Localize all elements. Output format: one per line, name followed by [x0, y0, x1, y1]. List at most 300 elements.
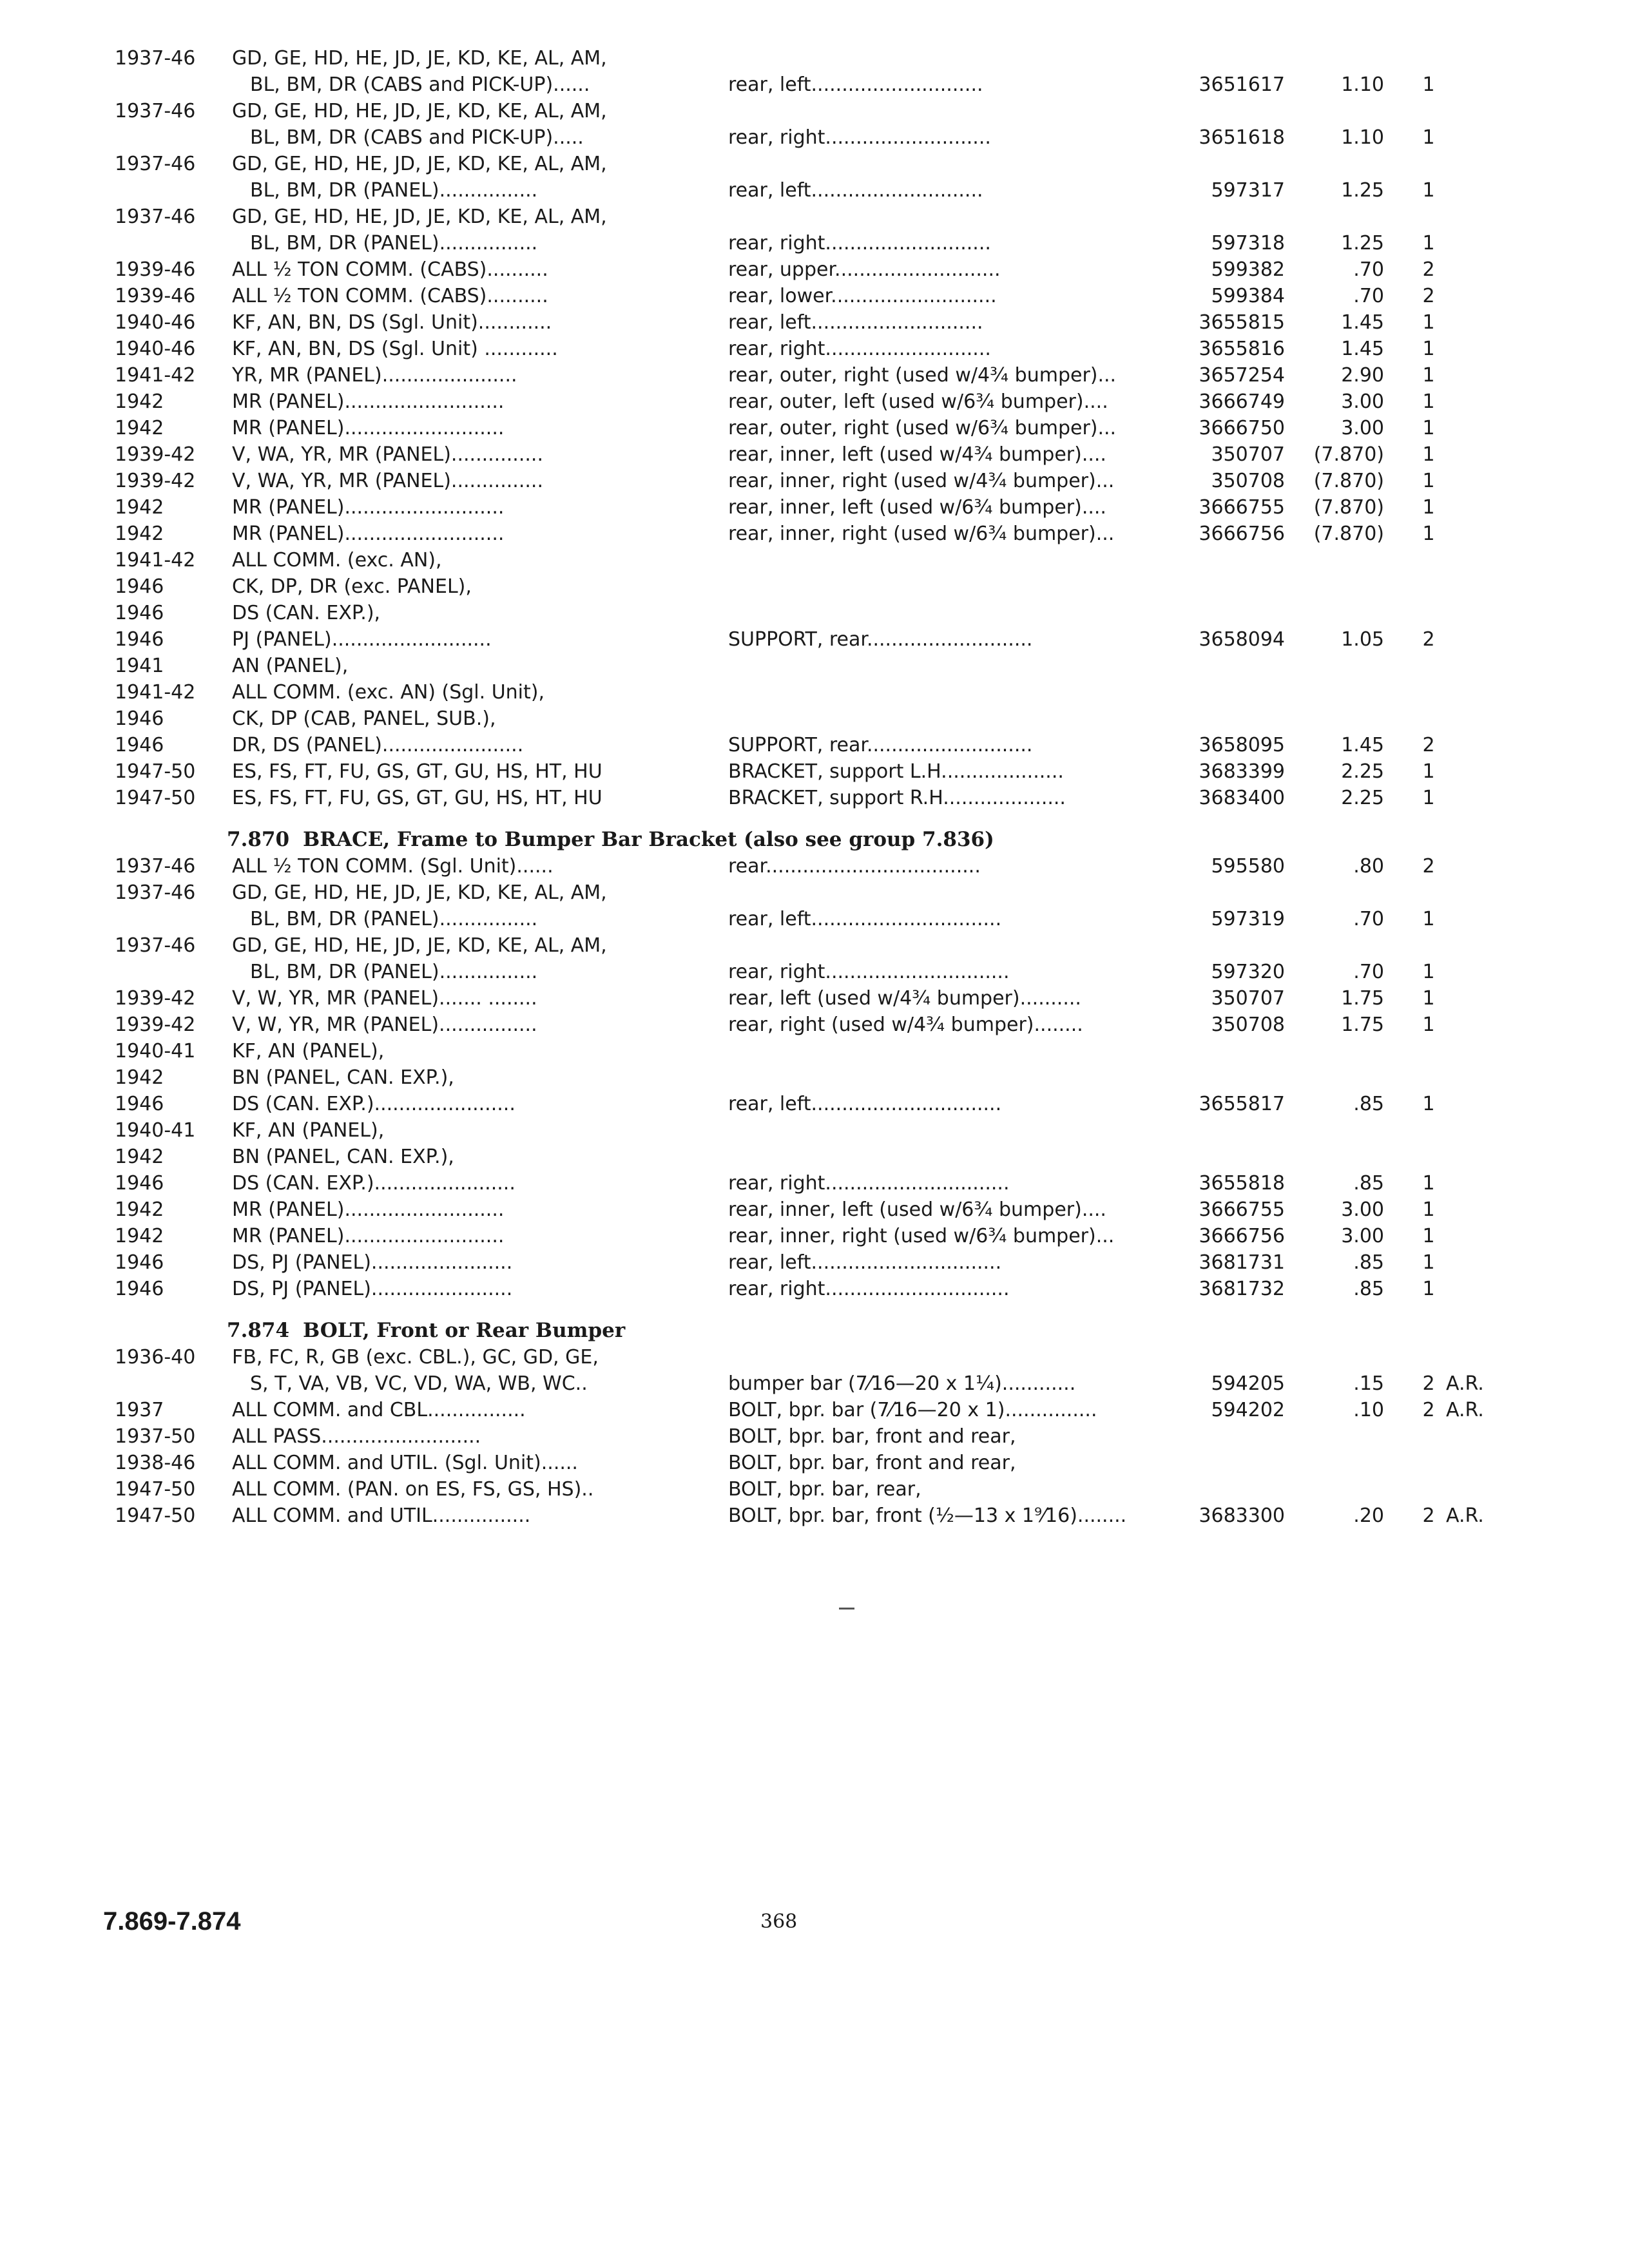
parts-row: [0, 45, 1629, 72]
model-year: 1941-42: [115, 549, 196, 572]
section-title: BRACE, Frame to Bumper Bar Bracket (also see group 7.836): [303, 828, 994, 851]
model-list: V, WA, YR, MR (PANEL)...............: [232, 470, 543, 492]
part-description: SUPPORT, rear...........................: [728, 628, 1033, 651]
model-year: 1946: [115, 1172, 164, 1195]
model-list: V, WA, YR, MR (PANEL)...............: [232, 443, 543, 466]
part-number: 3666756: [1199, 1225, 1285, 1247]
model-list: BL, BM, DR (PANEL)................: [250, 232, 538, 255]
model-list: MR (PANEL)..........................: [232, 1198, 505, 1221]
part-number: 3655815: [1199, 311, 1285, 334]
parts-row: [0, 230, 1629, 256]
model-list: BN (PANEL, CAN. EXP.),: [232, 1146, 454, 1168]
model-list: ALL COMM. (exc. AN),: [232, 549, 442, 572]
parts-row: [0, 441, 1629, 468]
part-description: rear, inner, left (used w/6¾ bumper)....: [728, 1198, 1106, 1221]
list-price: .20: [1353, 1504, 1384, 1527]
list-price: (7.870): [1313, 496, 1384, 519]
part-description: rear, right (used w/4¾ bumper)........: [728, 1014, 1083, 1036]
part-number: 3655817: [1199, 1093, 1285, 1115]
model-list: GD, GE, HD, HE, JD, JE, KD, KE, AL, AM,: [232, 881, 607, 904]
list-price: 1.05: [1341, 628, 1384, 651]
parts-row: [0, 1276, 1629, 1302]
list-price: (7.870): [1313, 523, 1384, 545]
parts-row: [0, 362, 1629, 389]
model-year: 1947-50: [115, 760, 196, 783]
model-list: KF, AN, BN, DS (Sgl. Unit) ............: [232, 338, 558, 360]
parts-row: [0, 547, 1629, 573]
parts-row: [0, 932, 1629, 959]
quantity: 1: [1422, 760, 1435, 783]
parts-row: [0, 679, 1629, 706]
model-year: 1937-46: [115, 934, 196, 957]
model-list: PJ (PANEL)..........................: [232, 628, 492, 651]
part-description: rear, left............................: [728, 73, 983, 96]
list-price: 1.10: [1341, 126, 1384, 149]
list-price: .70: [1353, 961, 1384, 983]
parts-row: [0, 336, 1629, 362]
parts-row: [0, 1064, 1629, 1091]
model-year: 1947-50: [115, 1504, 196, 1527]
parts-row: [0, 906, 1629, 932]
quantity: 1: [1422, 908, 1435, 930]
model-list: YR, MR (PANEL)......................: [232, 364, 517, 387]
part-number: 3651618: [1199, 126, 1285, 149]
quantity: 1: [1422, 364, 1435, 387]
part-description: rear, upper...........................: [728, 258, 1001, 281]
part-number: 3683399: [1199, 760, 1285, 783]
model-year: 1942: [115, 523, 164, 545]
part-description: rear, inner, right (used w/6¾ bumper)...: [728, 523, 1115, 545]
quantity: 1: [1422, 417, 1435, 439]
list-price: 3.00: [1341, 417, 1384, 439]
model-year: 1946: [115, 628, 164, 651]
model-year: 1946: [115, 602, 164, 624]
parts-row: [0, 1249, 1629, 1276]
quantity: 1: [1422, 311, 1435, 334]
model-year: 1939-46: [115, 258, 196, 281]
part-number: 594205: [1211, 1372, 1285, 1395]
part-description: rear, right...........................: [728, 232, 991, 255]
quantity: 1: [1422, 1225, 1435, 1247]
parts-row: [0, 1450, 1629, 1476]
quantity: 2: [1422, 734, 1435, 756]
model-year: 1947-50: [115, 787, 196, 809]
list-price: 1.45: [1341, 338, 1384, 360]
as-required: A.R.: [1446, 1399, 1484, 1421]
model-list: ALL COMM. (exc. AN) (Sgl. Unit),: [232, 681, 545, 704]
model-list: ES, FS, FT, FU, GS, GT, GU, HS, HT, HU: [232, 760, 602, 783]
model-list: GD, GE, HD, HE, JD, JE, KD, KE, AL, AM,: [232, 934, 607, 957]
parts-row: [0, 626, 1629, 653]
model-list: AN (PANEL),: [232, 655, 349, 677]
list-price: (7.870): [1313, 443, 1384, 466]
quantity: 1: [1422, 496, 1435, 519]
model-year: 1946: [115, 734, 164, 756]
part-number: 597319: [1211, 908, 1285, 930]
part-number: 350707: [1211, 987, 1285, 1010]
model-year: 1937-50: [115, 1425, 196, 1448]
part-description: rear, right..............................: [728, 1278, 1010, 1300]
model-list: ALL COMM. and UTIL. (Sgl. Unit)......: [232, 1452, 578, 1474]
part-number: 3666750: [1199, 417, 1285, 439]
quantity: 1: [1422, 987, 1435, 1010]
list-price: .85: [1353, 1278, 1384, 1300]
list-price: 3.00: [1341, 1198, 1384, 1221]
list-price: .85: [1353, 1172, 1384, 1195]
part-description: BRACKET, support L.H....................: [728, 760, 1064, 783]
model-list: ALL ½ TON COMM. (Sgl. Unit)......: [232, 855, 554, 878]
model-list: DS (CAN. EXP.).......................: [232, 1093, 516, 1115]
quantity: 2: [1422, 628, 1435, 651]
quantity: 1: [1422, 73, 1435, 96]
model-year: 1937-46: [115, 206, 196, 228]
part-description: rear, inner, left (used w/6¾ bumper)....: [728, 496, 1106, 519]
catalog-section: [0, 1318, 1629, 1529]
model-list: ALL COMM. (PAN. on ES, FS, GS, HS)..: [232, 1478, 594, 1501]
list-price: 1.25: [1341, 232, 1384, 255]
part-description: rear, left (used w/4¾ bumper)..........: [728, 987, 1081, 1010]
model-list: KF, AN (PANEL),: [232, 1040, 385, 1062]
parts-row: [0, 468, 1629, 494]
part-description: BOLT, bpr. bar, rear,: [728, 1478, 921, 1501]
model-list: CK, DP, DR (exc. PANEL),: [232, 575, 472, 598]
part-number: 597318: [1211, 232, 1285, 255]
parts-row: [0, 1423, 1629, 1450]
section-number: 7.874: [227, 1319, 290, 1342]
list-price: 1.25: [1341, 179, 1384, 202]
model-list: CK, DP (CAB, PANEL, SUB.),: [232, 707, 496, 730]
model-year: 1940-41: [115, 1040, 196, 1062]
model-list: BL, BM, DR (PANEL)................: [250, 179, 538, 202]
catalog-section: [0, 45, 1629, 811]
quantity: 1: [1422, 443, 1435, 466]
model-list: DS, PJ (PANEL).......................: [232, 1278, 513, 1300]
parts-row: [0, 521, 1629, 547]
part-number: 597317: [1211, 179, 1285, 202]
model-year: 1946: [115, 1251, 164, 1274]
parts-row: [0, 177, 1629, 204]
quantity: 1: [1422, 1278, 1435, 1300]
parts-row: [0, 1476, 1629, 1503]
part-number: 3666756: [1199, 523, 1285, 545]
quantity: 2: [1422, 855, 1435, 878]
quantity: 2: [1422, 1372, 1435, 1395]
part-description: rear, right..............................: [728, 961, 1010, 983]
part-number: 599382: [1211, 258, 1285, 281]
list-price: 3.00: [1341, 390, 1384, 413]
model-year: 1942: [115, 417, 164, 439]
parts-row: [0, 1170, 1629, 1196]
as-required: A.R.: [1446, 1504, 1484, 1527]
scan-mark: [839, 1608, 854, 1610]
model-year: 1942: [115, 1066, 164, 1089]
parts-row: [0, 389, 1629, 415]
parts-row: [0, 309, 1629, 336]
part-number: 595580: [1211, 855, 1285, 878]
list-price: .70: [1353, 908, 1384, 930]
quantity: 1: [1422, 1198, 1435, 1221]
part-description: BOLT, bpr. bar, front and rear,: [728, 1425, 1016, 1448]
parts-row: [0, 1223, 1629, 1249]
model-year: 1946: [115, 707, 164, 730]
model-list: BL, BM, DR (CABS and PICK-UP).....: [250, 126, 584, 149]
list-price: .70: [1353, 285, 1384, 307]
section-heading: [0, 1318, 1629, 1344]
model-year: 1937-46: [115, 100, 196, 122]
model-year: 1937-46: [115, 855, 196, 878]
parts-row: [0, 785, 1629, 811]
model-list: KF, AN (PANEL),: [232, 1119, 385, 1142]
list-price: 2.25: [1341, 787, 1384, 809]
part-description: BOLT, bpr. bar (7⁄16—20 x 1)...............: [728, 1399, 1097, 1421]
part-description: rear, left...............................: [728, 1093, 1002, 1115]
quantity: 1: [1422, 390, 1435, 413]
part-description: rear, inner, right (used w/6¾ bumper)...: [728, 1225, 1115, 1247]
page-number: 368: [760, 1910, 798, 1933]
model-list: BN (PANEL, CAN. EXP.),: [232, 1066, 454, 1089]
part-description: rear, inner, right (used w/4¾ bumper)...: [728, 470, 1115, 492]
model-year: 1942: [115, 496, 164, 519]
list-price: .70: [1353, 258, 1384, 281]
model-year: 1938-46: [115, 1452, 196, 1474]
list-price: 2.90: [1341, 364, 1384, 387]
part-number: 350708: [1211, 470, 1285, 492]
quantity: 1: [1422, 1172, 1435, 1195]
parts-row: [0, 653, 1629, 679]
part-number: 3681732: [1199, 1278, 1285, 1300]
quantity: 1: [1422, 179, 1435, 202]
model-year: 1937-46: [115, 153, 196, 175]
model-list: DS (CAN. EXP.).......................: [232, 1172, 516, 1195]
model-list: GD, GE, HD, HE, JD, JE, KD, KE, AL, AM,: [232, 47, 607, 70]
quantity: 1: [1422, 470, 1435, 492]
part-description: BOLT, bpr. bar, front and rear,: [728, 1452, 1016, 1474]
model-list: DR, DS (PANEL).......................: [232, 734, 524, 756]
quantity: 2: [1422, 1504, 1435, 1527]
model-year: 1940-46: [115, 338, 196, 360]
part-number: 3683300: [1199, 1504, 1285, 1527]
part-description: rear, right...........................: [728, 338, 991, 360]
part-description: rear, lower...........................: [728, 285, 997, 307]
quantity: 1: [1422, 523, 1435, 545]
part-description: bumper bar (7⁄16—20 x 1¼)............: [728, 1372, 1076, 1395]
parts-row: [0, 758, 1629, 785]
catalog-section: [0, 827, 1629, 1302]
parts-row: [0, 98, 1629, 124]
model-year: 1946: [115, 1093, 164, 1115]
parts-row: [0, 72, 1629, 98]
parts-row: [0, 732, 1629, 758]
parts-row: [0, 1344, 1629, 1370]
parts-row: [0, 706, 1629, 732]
section-title: BOLT, Front or Rear Bumper: [303, 1319, 626, 1342]
parts-row: [0, 1196, 1629, 1223]
quantity: 1: [1422, 1093, 1435, 1115]
model-year: 1947-50: [115, 1478, 196, 1501]
part-description: SUPPORT, rear...........................: [728, 734, 1033, 756]
part-number: 3655818: [1199, 1172, 1285, 1195]
model-list: MR (PANEL)..........................: [232, 1225, 505, 1247]
parts-row: [0, 1144, 1629, 1170]
part-number: 3681731: [1199, 1251, 1285, 1274]
parts-row: [0, 573, 1629, 600]
list-price: 2.25: [1341, 760, 1384, 783]
model-list: MR (PANEL)..........................: [232, 390, 505, 413]
parts-row: [0, 1503, 1629, 1529]
model-list: GD, GE, HD, HE, JD, JE, KD, KE, AL, AM,: [232, 100, 607, 122]
part-description: BOLT, bpr. bar, front (½—13 x 1⁹⁄16)........: [728, 1504, 1127, 1527]
model-year: 1940-46: [115, 311, 196, 334]
model-list: BL, BM, DR (CABS and PICK-UP)......: [250, 73, 590, 96]
model-year: 1942: [115, 390, 164, 413]
part-number: 599384: [1211, 285, 1285, 307]
quantity: 1: [1422, 338, 1435, 360]
list-price: (7.870): [1313, 470, 1384, 492]
model-year: 1939-42: [115, 1014, 196, 1036]
model-list: GD, GE, HD, HE, JD, JE, KD, KE, AL, AM,: [232, 206, 607, 228]
quantity: 2: [1422, 1399, 1435, 1421]
model-year: 1946: [115, 575, 164, 598]
part-number: 3658095: [1199, 734, 1285, 756]
model-year: 1941: [115, 655, 164, 677]
parts-row: [0, 124, 1629, 151]
model-list: DS, PJ (PANEL).......................: [232, 1251, 513, 1274]
model-list: V, W, YR, MR (PANEL)....... ........: [232, 987, 537, 1010]
parts-row: [0, 879, 1629, 906]
part-description: rear...................................: [728, 855, 981, 878]
model-list: ALL COMM. and UTIL................: [232, 1504, 531, 1527]
quantity: 1: [1422, 126, 1435, 149]
model-list: GD, GE, HD, HE, JD, JE, KD, KE, AL, AM,: [232, 153, 607, 175]
parts-row: [0, 204, 1629, 230]
parts-row: [0, 959, 1629, 985]
parts-row: [0, 494, 1629, 521]
parts-row: [0, 1012, 1629, 1038]
model-year: 1936-40: [115, 1346, 196, 1369]
as-required: A.R.: [1446, 1372, 1484, 1395]
parts-list: [0, 45, 1629, 1529]
model-list: S, T, VA, VB, VC, VD, WA, WB, WC..: [250, 1372, 588, 1395]
parts-row: [0, 1397, 1629, 1423]
list-price: .15: [1353, 1372, 1384, 1395]
part-description: rear, left............................: [728, 179, 983, 202]
list-price: 1.45: [1341, 734, 1384, 756]
list-price: 1.45: [1341, 311, 1384, 334]
model-list: ALL COMM. and CBL................: [232, 1399, 526, 1421]
model-list: ALL ½ TON COMM. (CABS)..........: [232, 285, 548, 307]
part-description: rear, left...............................: [728, 908, 1002, 930]
list-price: .80: [1353, 855, 1384, 878]
quantity: 1: [1422, 1251, 1435, 1274]
part-number: 3655816: [1199, 338, 1285, 360]
part-number: 3666755: [1199, 1198, 1285, 1221]
part-description: rear, right...........................: [728, 126, 991, 149]
part-number: 3658094: [1199, 628, 1285, 651]
part-description: rear, outer, right (used w/6¾ bumper)...: [728, 417, 1117, 439]
parts-row: [0, 1091, 1629, 1117]
parts-row: [0, 151, 1629, 177]
part-description: rear, outer, right (used w/4¾ bumper)...: [728, 364, 1117, 387]
model-list: KF, AN, BN, DS (Sgl. Unit)............: [232, 311, 552, 334]
model-year: 1937-46: [115, 881, 196, 904]
model-list: MR (PANEL)..........................: [232, 523, 505, 545]
model-list: ALL ½ TON COMM. (CABS)..........: [232, 258, 548, 281]
parts-row: [0, 853, 1629, 879]
part-number: 3666755: [1199, 496, 1285, 519]
parts-row: [0, 1370, 1629, 1397]
part-number: 350708: [1211, 1014, 1285, 1036]
quantity: 1: [1422, 787, 1435, 809]
model-year: 1937: [115, 1399, 164, 1421]
model-list: DS (CAN. EXP.),: [232, 602, 381, 624]
quantity: 1: [1422, 961, 1435, 983]
model-list: FB, FC, R, GB (exc. CBL.), GC, GD, GE,: [232, 1346, 599, 1369]
list-price: 1.75: [1341, 1014, 1384, 1036]
parts-row: [0, 283, 1629, 309]
part-description: rear, inner, left (used w/4¾ bumper)....: [728, 443, 1106, 466]
list-price: 1.10: [1341, 73, 1384, 96]
part-description: rear, left...............................: [728, 1251, 1002, 1274]
part-description: BRACKET, support R.H....................: [728, 787, 1066, 809]
list-price: .85: [1353, 1093, 1384, 1115]
section-number: 7.870: [227, 828, 290, 851]
model-year: 1946: [115, 1278, 164, 1300]
model-year: 1939-42: [115, 470, 196, 492]
quantity: 1: [1422, 232, 1435, 255]
model-year: 1942: [115, 1225, 164, 1247]
model-list: MR (PANEL)..........................: [232, 496, 505, 519]
parts-row: [0, 256, 1629, 283]
part-description: rear, left............................: [728, 311, 983, 334]
model-list: ALL PASS..........................: [232, 1425, 481, 1448]
model-list: ES, FS, FT, FU, GS, GT, GU, HS, HT, HU: [232, 787, 602, 809]
part-description: rear, outer, left (used w/6¾ bumper)....: [728, 390, 1108, 413]
model-year: 1939-46: [115, 285, 196, 307]
parts-row: [0, 415, 1629, 441]
list-price: 1.75: [1341, 987, 1384, 1010]
model-list: BL, BM, DR (PANEL)................: [250, 908, 538, 930]
parts-row: [0, 600, 1629, 626]
model-year: 1942: [115, 1146, 164, 1168]
model-list: V, W, YR, MR (PANEL)................: [232, 1014, 537, 1036]
model-year: 1941-42: [115, 681, 196, 704]
quantity: 2: [1422, 285, 1435, 307]
list-price: .10: [1353, 1399, 1384, 1421]
model-year: 1941-42: [115, 364, 196, 387]
list-price: 3.00: [1341, 1225, 1384, 1247]
quantity: 2: [1422, 258, 1435, 281]
part-number: 3666749: [1199, 390, 1285, 413]
model-year: 1937-46: [115, 47, 196, 70]
model-year: 1939-42: [115, 443, 196, 466]
part-number: 3657254: [1199, 364, 1285, 387]
model-list: BL, BM, DR (PANEL)................: [250, 961, 538, 983]
list-price: .85: [1353, 1251, 1384, 1274]
part-number: 3651617: [1199, 73, 1285, 96]
part-number: 3683400: [1199, 787, 1285, 809]
parts-row: [0, 1038, 1629, 1064]
parts-row: [0, 985, 1629, 1012]
part-number: 597320: [1211, 961, 1285, 983]
part-number: 350707: [1211, 443, 1285, 466]
part-description: rear, right..............................: [728, 1172, 1010, 1195]
section-heading: [0, 827, 1629, 853]
model-list: MR (PANEL)..........................: [232, 417, 505, 439]
quantity: 1: [1422, 1014, 1435, 1036]
model-year: 1939-42: [115, 987, 196, 1010]
model-year: 1940-41: [115, 1119, 196, 1142]
model-year: 1942: [115, 1198, 164, 1221]
